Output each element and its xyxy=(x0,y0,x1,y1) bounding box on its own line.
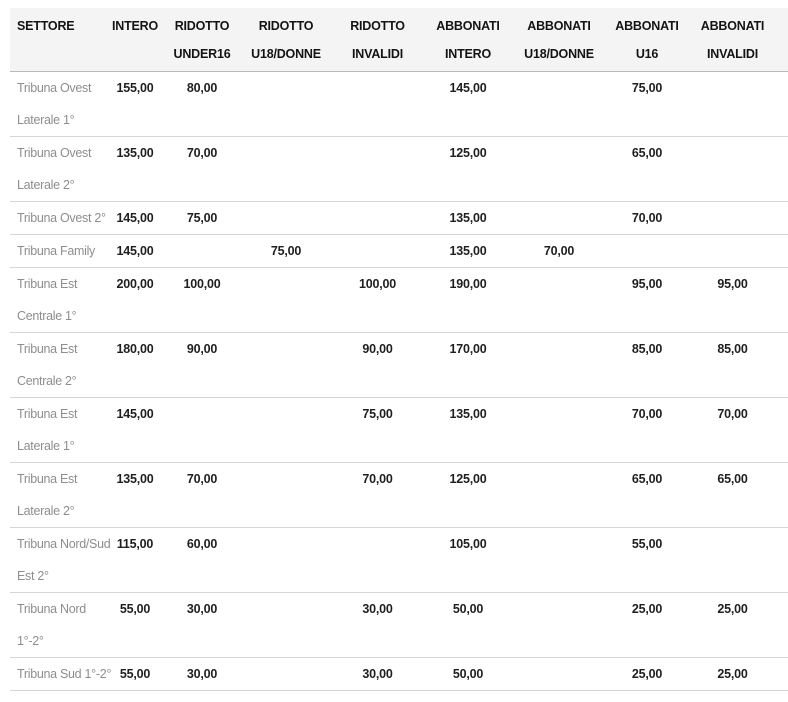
price-cell: 70,00 xyxy=(689,398,788,463)
table-row xyxy=(10,235,788,268)
price-cell: 25,00 xyxy=(605,593,689,658)
price-cell xyxy=(513,463,605,528)
table-row xyxy=(10,528,788,593)
column-header xyxy=(106,8,164,72)
header-line-2: INVALIDI xyxy=(352,47,403,61)
price-cell xyxy=(332,528,423,593)
header-line-1: SETTORE xyxy=(17,19,75,33)
price-cell: 30,00 xyxy=(332,658,423,691)
sector-prices-table xyxy=(10,8,788,691)
price-cell: 60,00 xyxy=(164,528,240,593)
column-header xyxy=(605,8,689,72)
header-line-1: RIDOTTO xyxy=(174,19,230,33)
price-cell xyxy=(240,137,332,202)
sector-line: Tribuna Nord xyxy=(17,602,86,616)
sector-cell xyxy=(10,658,112,691)
price-cell xyxy=(332,137,423,202)
sector-line: Laterale 1° xyxy=(17,113,75,127)
sector-line: Laterale 2° xyxy=(17,504,75,518)
table-row xyxy=(10,202,788,235)
price-cell: 30,00 xyxy=(164,593,240,658)
price-cell: 55,00 xyxy=(106,658,164,691)
column-header xyxy=(423,8,513,72)
price-cell xyxy=(164,235,240,268)
price-cell: 85,00 xyxy=(689,333,788,398)
column-header xyxy=(240,8,332,72)
sector-line: Tribuna Family xyxy=(17,244,95,258)
sector-cell xyxy=(10,528,111,593)
sector-line: Tribuna Ovest xyxy=(17,146,92,160)
price-cell xyxy=(513,72,605,137)
price-cell: 55,00 xyxy=(106,593,164,658)
price-cell: 135,00 xyxy=(106,137,164,202)
price-cell: 135,00 xyxy=(423,202,513,235)
price-cell xyxy=(240,658,332,691)
header-line-1: RIDOTTO xyxy=(350,19,405,33)
sector-line: Tribuna Est xyxy=(17,472,78,486)
price-cell: 30,00 xyxy=(332,593,423,658)
table-row xyxy=(10,593,788,658)
price-cell: 30,00 xyxy=(164,658,240,691)
price-cell: 145,00 xyxy=(106,398,164,463)
table-row xyxy=(10,333,788,398)
header-line-2: U18/DONNE xyxy=(251,47,321,61)
price-cell: 25,00 xyxy=(605,658,689,691)
prices-table-container xyxy=(10,8,788,691)
sector-line: Tribuna Ovest 2° xyxy=(17,211,106,225)
price-cell: 70,00 xyxy=(164,137,240,202)
sector-line: Tribuna Est xyxy=(17,277,78,291)
price-cell: 50,00 xyxy=(423,658,513,691)
price-cell: 135,00 xyxy=(423,398,513,463)
sector-line: Tribuna Ovest xyxy=(17,81,92,95)
price-cell xyxy=(513,528,605,593)
header-line-1: INTERO xyxy=(111,19,159,33)
price-cell: 190,00 xyxy=(423,268,513,333)
price-cell xyxy=(332,202,423,235)
sector-cell xyxy=(10,333,106,398)
price-cell xyxy=(513,137,605,202)
header-line-1: ABBONATI xyxy=(527,19,591,33)
price-cell: 100,00 xyxy=(332,268,423,333)
price-cell: 65,00 xyxy=(605,137,689,202)
price-cell: 75,00 xyxy=(164,202,240,235)
header-line-2: U16 xyxy=(635,47,659,61)
sector-line: 1°-2° xyxy=(17,634,44,648)
sector-cell xyxy=(10,593,106,658)
price-cell xyxy=(605,235,689,268)
column-header xyxy=(689,8,788,72)
table-row xyxy=(10,398,788,463)
price-cell: 55,00 xyxy=(605,528,689,593)
table-row xyxy=(10,268,788,333)
price-cell xyxy=(164,398,240,463)
price-cell: 125,00 xyxy=(423,137,513,202)
header-line-2 xyxy=(106,40,164,68)
price-cell: 70,00 xyxy=(164,463,240,528)
sector-line: Centrale 2° xyxy=(17,374,77,388)
price-cell xyxy=(689,235,788,268)
header-line-2: INVALIDI xyxy=(707,47,758,61)
table-row xyxy=(10,72,788,137)
price-cell: 145,00 xyxy=(106,235,164,268)
header-line-2 xyxy=(10,40,106,68)
price-cell: 70,00 xyxy=(332,463,423,528)
header-line-2: INTERO xyxy=(444,47,492,61)
price-cell: 70,00 xyxy=(605,398,689,463)
price-cell: 70,00 xyxy=(513,235,605,268)
sector-line: Laterale 2° xyxy=(17,178,75,192)
price-cell: 145,00 xyxy=(106,202,164,235)
table-header-row xyxy=(10,8,788,72)
price-cell: 170,00 xyxy=(423,333,513,398)
sector-line: Tribuna Nord/Sud xyxy=(17,537,111,551)
header-line-1: RIDOTTO xyxy=(258,19,314,33)
price-cell: 25,00 xyxy=(689,593,788,658)
price-cell xyxy=(689,137,788,202)
sector-line: Tribuna Est xyxy=(17,407,78,421)
sector-cell xyxy=(10,268,106,333)
price-cell: 65,00 xyxy=(689,463,788,528)
table-row xyxy=(10,137,788,202)
price-cell xyxy=(240,463,332,528)
price-cell: 95,00 xyxy=(689,268,788,333)
price-cell: 85,00 xyxy=(605,333,689,398)
price-cell: 65,00 xyxy=(605,463,689,528)
table-row xyxy=(10,658,788,691)
price-cell xyxy=(240,528,332,593)
price-cell: 125,00 xyxy=(423,463,513,528)
sector-line: Laterale 1° xyxy=(17,439,75,453)
price-cell xyxy=(240,398,332,463)
table-head xyxy=(10,8,788,72)
column-header xyxy=(164,8,240,72)
price-cell: 100,00 xyxy=(164,268,240,333)
sector-cell xyxy=(10,235,106,268)
column-header xyxy=(513,8,605,72)
price-cell xyxy=(240,593,332,658)
price-cell: 70,00 xyxy=(605,202,689,235)
price-cell: 95,00 xyxy=(605,268,689,333)
header-line-1: ABBONATI xyxy=(700,19,765,33)
price-cell: 145,00 xyxy=(423,72,513,137)
price-cell xyxy=(513,268,605,333)
price-cell xyxy=(513,658,605,691)
price-cell: 80,00 xyxy=(164,72,240,137)
price-cell xyxy=(240,72,332,137)
price-cell xyxy=(240,202,332,235)
sector-line: Est 2° xyxy=(17,569,49,583)
price-cell: 135,00 xyxy=(106,463,164,528)
price-cell xyxy=(689,72,788,137)
column-header xyxy=(10,8,106,72)
price-cell: 180,00 xyxy=(106,333,164,398)
price-cell: 200,00 xyxy=(106,268,164,333)
sector-line: Tribuna Sud 1°-2° xyxy=(17,667,112,681)
price-cell: 90,00 xyxy=(332,333,423,398)
sector-line: Centrale 1° xyxy=(17,309,77,323)
price-cell xyxy=(513,202,605,235)
column-header xyxy=(332,8,423,72)
sector-cell xyxy=(10,398,106,463)
header-line-2: U18/DONNE xyxy=(524,47,594,61)
price-cell: 155,00 xyxy=(106,72,164,137)
price-cell: 75,00 xyxy=(605,72,689,137)
price-cell: 25,00 xyxy=(689,658,788,691)
table-row xyxy=(10,463,788,528)
sector-cell xyxy=(10,137,106,202)
price-cell xyxy=(513,333,605,398)
price-cell xyxy=(240,333,332,398)
header-line-1: ABBONATI xyxy=(436,19,500,33)
sector-cell xyxy=(10,463,106,528)
price-cell: 50,00 xyxy=(423,593,513,658)
price-cell xyxy=(513,398,605,463)
price-cell: 105,00 xyxy=(423,528,513,593)
sector-line: Tribuna Est xyxy=(17,342,78,356)
price-cell: 90,00 xyxy=(164,333,240,398)
price-cell xyxy=(689,202,788,235)
sector-cell xyxy=(10,202,106,235)
price-cell xyxy=(240,268,332,333)
header-line-2: UNDER16 xyxy=(173,47,231,61)
header-line-1: ABBONATI xyxy=(615,19,679,33)
price-cell: 115,00 xyxy=(106,528,164,593)
price-cell xyxy=(513,593,605,658)
price-cell xyxy=(332,235,423,268)
price-cell: 135,00 xyxy=(423,235,513,268)
price-cell: 75,00 xyxy=(332,398,423,463)
price-cell: 75,00 xyxy=(240,235,332,268)
sector-cell xyxy=(10,72,106,137)
price-cell xyxy=(689,528,788,593)
table-body xyxy=(10,72,788,691)
price-cell xyxy=(332,72,423,137)
